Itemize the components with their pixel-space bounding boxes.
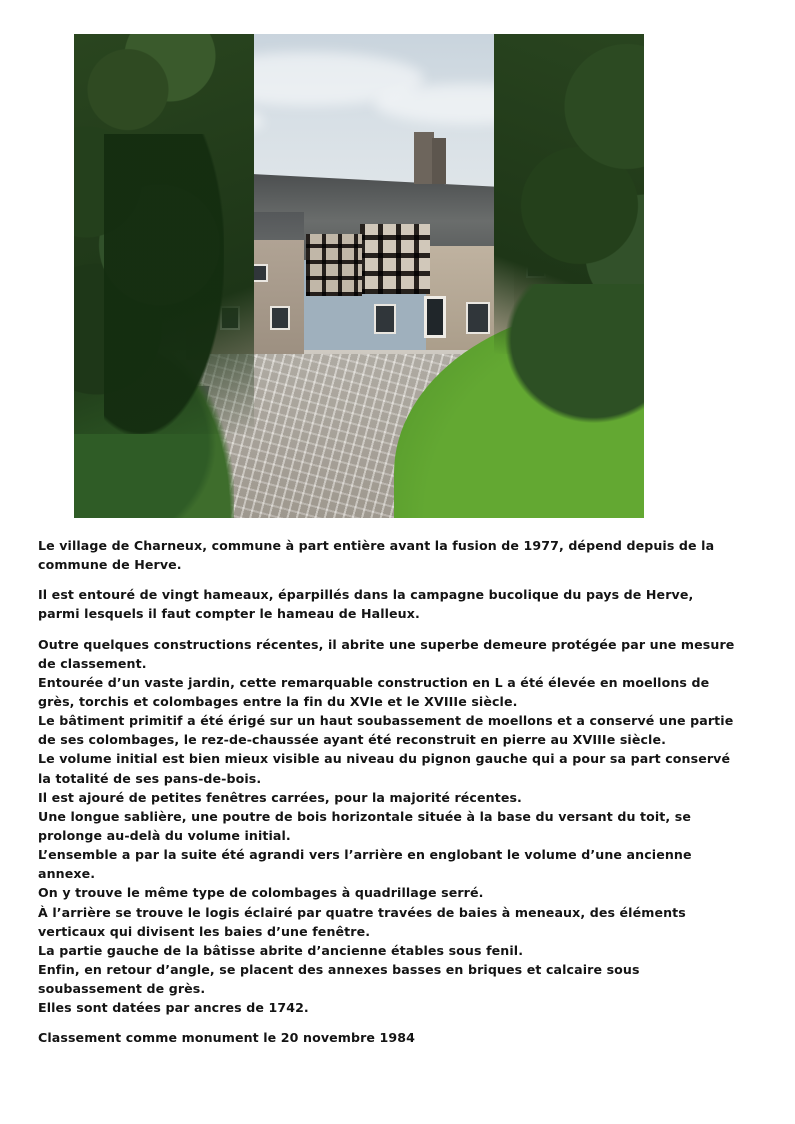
window [374,304,396,334]
chimney [414,132,434,184]
paragraph: Enfin, en retour d’angle, se placent des annexes basses en briques et calcaire sous soubassement de grès. [38,961,640,997]
paragraph: Il est ajouré de petites fenêtres carrées, pour la majorité récentes. [38,789,522,805]
paragraph: Il est entouré de vingt hameaux, éparpillés dans la campagne bucolique du pays de Herve, parmi lesquels il faut compter le hameau de Halleux. [38,587,694,622]
paragraph: Le bâtiment primitif a été érigé sur un haut soubassement de moellons et a conservé une partie de ses colombages, le rez-de-chaussée ayant été reconstruit en pierre au XVIIIe siècle. [38,713,734,748]
hedge-right [504,284,644,424]
paragraph: Le village de Charneux, commune à part entière avant la fusion de 1977, dépend depuis de la commune de Herve. [38,538,715,573]
paragraph: Le volume initial est bien mieux visible au niveau du pignon gauche qui a pour sa part conservé la totalité de ses pans-de-bois. [38,751,731,786]
article-body [36,536,759,1048]
paragraph: Une longue sablière, une poutre de bois horizontale située à la base du versant du toit, se prolonge au-delà du volume initial. [38,808,692,843]
paragraph: La partie gauche de la bâtisse abrite d’ancienne étables sous fenil. [38,942,524,958]
half-timbering-panel-left [306,234,362,296]
half-timbering-panel [360,224,430,294]
entrance-door [424,296,446,338]
photo-image [74,34,644,518]
chimney-secondary [432,138,446,184]
paragraph: On y trouve le même type de colombages à quadrillage serré. [38,885,484,901]
window [270,306,290,330]
paragraph: Entourée d’un vaste jardin, cette remarquable construction en L a été élevée en moellons de grès, torchis et colombages entre la fin du XVIe et le XVIIIe siècle. [38,674,710,709]
window [466,302,490,334]
paragraph: Elles sont datées par ancres de 1742. [38,1000,309,1016]
classification-note: Classement comme monument le 20 novembre 1984 [38,1030,415,1046]
paragraph: L’ensemble a par la suite été agrandi vers l’arrière en englobant le volume d’une ancienne annexe. [38,847,692,882]
paragraph: À l’arrière se trouve le logis éclairé par quatre travées de baies à meneaux, des éléments verticaux qui divisent les baies d’une fenêtre. [38,904,686,939]
tree-foliage-left [74,34,254,434]
photo-figure [74,34,644,518]
paragraph: Outre quelques constructions récentes, il abrite une superbe demeure protégée par une mesure de classement. [38,636,735,671]
